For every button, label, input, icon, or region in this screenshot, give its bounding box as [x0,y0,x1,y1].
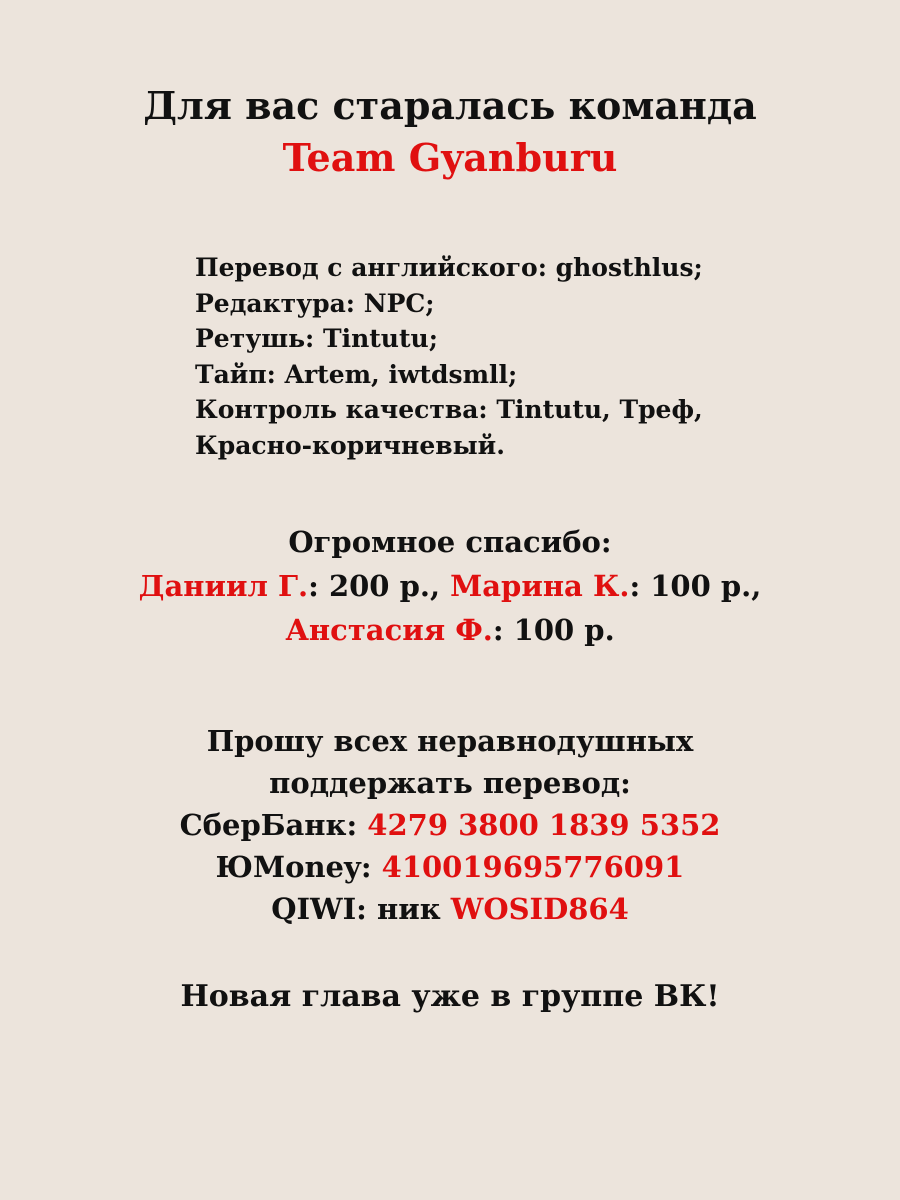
donor-amount: : 100 р. [492,613,615,647]
support-line-1: Прошу всех неравнодушных [206,724,694,758]
credit-retouch: Ретушь: Tintutu; [195,324,438,353]
title-line: Для вас старалась команда [143,83,757,128]
payment-label: ЮMoney: [215,850,382,884]
payment-label: СберБанк: [179,808,368,842]
thanks-donors-line-2 [0,608,900,652]
donor-amount: : 200 р., [308,569,441,603]
donor-amount: : 100 р., [629,569,762,603]
payment-qiwi [0,888,900,930]
donor-name: Анстасия Ф. [285,613,493,647]
payment-value: WOSID864 [450,892,629,926]
credits-list [195,250,835,463]
payment-value: 4279 3800 1839 5352 [367,808,721,842]
credit-quality-control: Контроль качества: Tintutu, Треф, [195,395,703,424]
credit-quality-control-cont: Красно-коричневый. [195,430,505,460]
payment-yumoney [0,846,900,888]
team-name: Team Gyanburu [282,135,618,180]
thanks-title: Огромное спасибо: [288,525,612,559]
credit-typesetting: Тайп: Artem, iwtdsmll; [195,359,518,389]
footer-announcement: Новая глава уже в группе ВК! [180,979,720,1014]
credit-translation: Перевод с английского: ghosthlus; [195,253,703,282]
donor-name: Даниил Г. [138,569,309,603]
support-block [0,720,900,930]
payment-sberbank [0,804,900,846]
payment-value: 410019695776091 [381,850,685,884]
thanks-donors-line-1 [0,564,900,608]
thanks-block [0,520,900,652]
donor-name: Марина К. [450,569,630,603]
support-line-2: поддержать перевод: [269,766,631,800]
credit-editing: Редактура: NPC; [195,288,435,318]
title-block [0,80,900,184]
payment-label: QIWI: ник [271,892,451,926]
